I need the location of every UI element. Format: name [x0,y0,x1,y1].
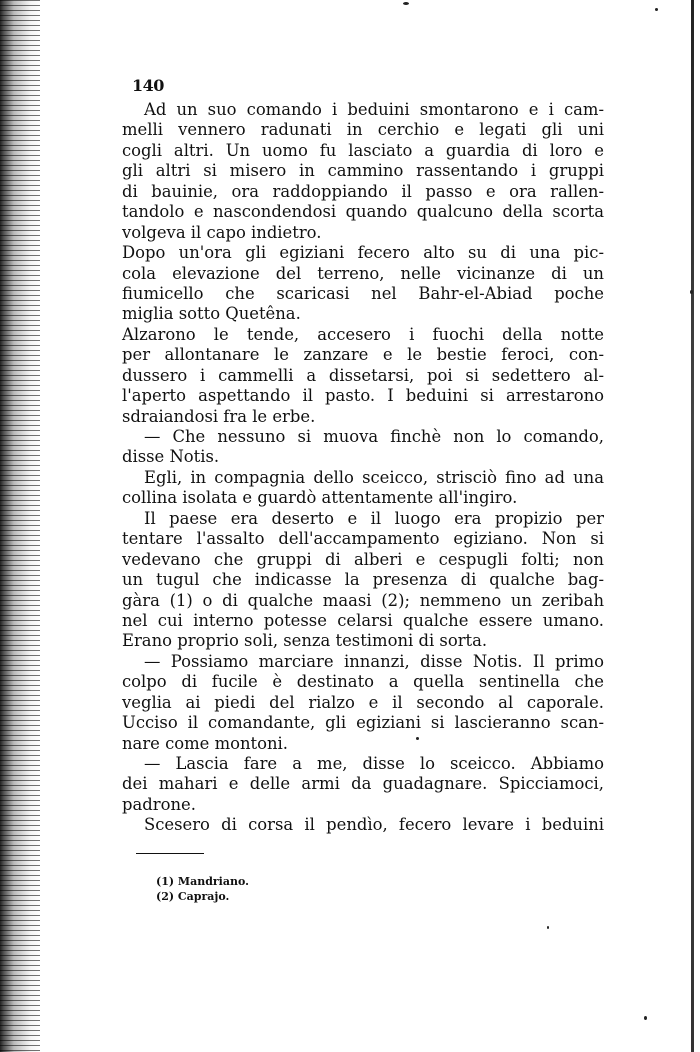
text-line: miglia sotto Quetêna. [122,304,301,324]
scan-speck [655,8,658,11]
scan-speck [403,2,409,5]
text-line: melli vennero radunati in cerchio e legati gli uni [122,120,604,140]
text-line: colpo di fucile è destinato a quella sentinella che [122,672,604,692]
text-line: gli altri si misero in cammino rassentando i gruppi [122,161,604,181]
text-line: padrone. [122,794,196,814]
text-line: cola elevazione del terreno, nelle vicinanze di un [122,263,604,283]
text-line: di bauinie, ora raddoppiando il passo e ora rallen- [122,181,604,201]
scan-right-edge [691,0,694,1052]
text-line: Ucciso il comandante, gli egiziani si lascieranno scan- [122,713,604,733]
text-line: un tugul che indicasse la presenza di qualche bag- [122,570,604,590]
text-line: nel cui interno potesse celarsi qualche essere umano. [122,610,604,630]
text-line: fiumicello che scaricasi nel Bahr-el-Abiad poche [122,283,604,303]
text-line: dussero i cammelli a dissetarsi, poi si sedettero al- [122,365,604,385]
scan-gutter [0,0,40,1052]
text-line: vedevano che gruppi di alberi e cespugli folti; non [122,549,604,569]
text-line: Scesero di corsa il pendìo, fecero levare i beduini [144,815,604,835]
page-number: 140 [132,76,164,95]
text-line: Erano proprio soli, senza testimoni di sorta. [122,631,488,651]
text-line: dei mahari e delle armi da guadagnare. Spicciamoci, [122,774,604,794]
text-line: sdraiandosi fra le erbe. [122,406,316,426]
text-line: veglia ai piedi del rialzo e il secondo al caporale. [122,692,604,712]
footnote-2: (2) Caprajo. [156,890,230,903]
text-line: tandolo e nascondendosi quando qualcuno della scorta [122,202,604,222]
scan-speck [547,926,549,929]
footnote-1: (1) Mandriano. [156,875,249,888]
footnotes [156,874,249,904]
text-line: tentare l'assalto dell'accampamento egiziano. Non si [122,529,604,549]
text-line: nare come montoni. [122,733,289,753]
text-line: volgeva il capo indietro. [122,222,322,242]
text-line: — Lascia fare a me, disse lo sceicco. Abbiamo [144,754,604,773]
text-line: Ad un suo comando i beduini smontarono e i cam- [144,100,604,119]
scan-speck [416,737,419,740]
text-line: Il paese era deserto e il luogo era propizio per [144,508,604,528]
text-line: Egli, in compagnia dello sceicco, strisciò fino ad una [144,467,604,487]
text-line: Alzarono le tende, accesero i fuochi della notte [122,324,604,344]
scan-speck [644,1016,647,1020]
text-line: gàra (1) o di qualche maasi (2); nemmeno un zeribah [122,590,604,610]
text-line: — Possiamo marciare innanzi, disse Notis. Il primo [144,651,604,671]
text-line: disse Notis. [122,447,220,467]
text-line: l'aperto aspettando il pasto. I beduini si arrestarono [122,386,604,406]
text-line: per allontanare le zanzare e le bestie feroci, con- [122,345,604,365]
text-line: collina isolata e guardò attentamente all'ingiro. [122,488,518,508]
text-line: — Che nessuno si muova finchè non lo comando, [144,427,604,446]
scan-speck [690,290,693,294]
footnote-divider [136,853,204,854]
text-line: Dopo un'ora gli egiziani fecero alto su di una pic- [122,243,604,263]
text-line: cogli altri. Un uomo fu lasciato a guardia di loro e [122,140,604,160]
body-text [122,100,604,836]
